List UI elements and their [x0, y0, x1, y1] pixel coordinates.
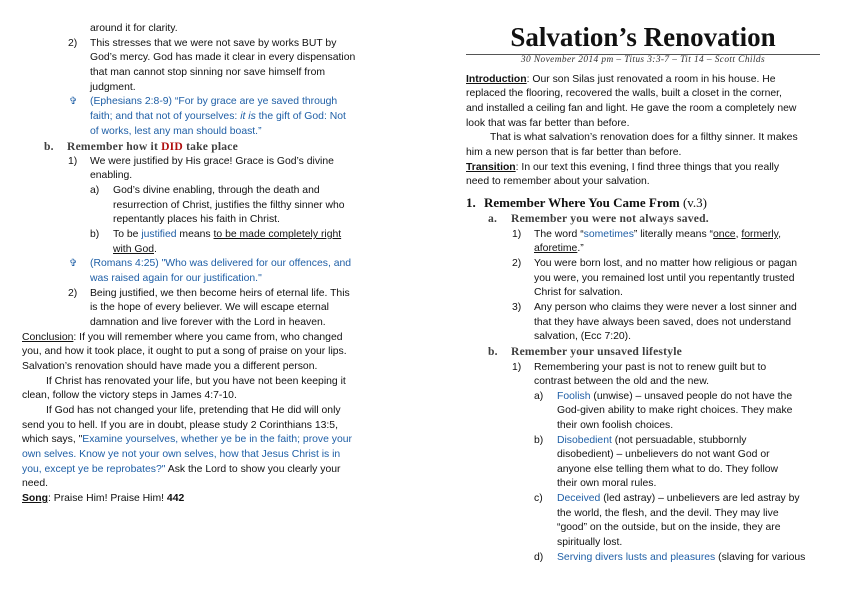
- subheading: Remember you were not always saved.: [511, 212, 709, 225]
- text-line: resurrection of Christ, justifies the filthy sinner who: [113, 200, 345, 211]
- transition-line: Transition: In our text this evening, I find three things that you really: [466, 162, 780, 173]
- scripture-line: was raised again for our justification.": [90, 273, 262, 284]
- list-number: 1): [68, 156, 78, 167]
- list-letter: b): [90, 229, 100, 240]
- list-letter: a): [90, 185, 100, 196]
- scripture-line: own selves. Know ye not your own selves, how that Jesus Christ is in: [22, 449, 341, 460]
- text-line: judgment.: [90, 82, 136, 93]
- text-line: Being justified, we then become heirs of eternal life. This: [90, 288, 350, 299]
- text-line: anyone else telling them what to do. They follow: [557, 464, 779, 475]
- heading-number: 1.: [466, 195, 476, 210]
- text-line: which says, "Examine yourselves, whether ye be in the faith; prove your: [22, 434, 353, 445]
- dateline: 30 November 2014 pm – Titus 3:3-7 – Tit 14 – Scott Childs: [520, 55, 766, 65]
- subheading-label: b.: [44, 140, 54, 153]
- text-line: To be justified means to be made completely right: [113, 229, 342, 240]
- song-line: Song: Praise Him! Praise Him! 442: [22, 493, 185, 504]
- scripture-line: faith; and that not of yourselves: it is the gift of God: Not: [90, 111, 346, 122]
- text-line: The word “sometimes” literally means “once, formerly,: [534, 229, 781, 240]
- list-letter: d): [534, 552, 544, 563]
- heading: Remember Where You Came From (v.3): [484, 195, 708, 210]
- text-line: is the hope of every believer. We will escape eternal: [90, 302, 329, 313]
- text-line: This stresses that we were not save by works BUT by: [90, 38, 337, 49]
- page-title: Salvation’s Renovation: [510, 22, 776, 52]
- text-line: need.: [22, 478, 49, 489]
- subheading-label: a.: [488, 212, 498, 225]
- text-line: enabling.: [90, 170, 133, 181]
- text-line: salvation, (Ecc 7:20).: [534, 331, 632, 342]
- text-line: that man cannot stop sinning nor save himself from: [90, 67, 326, 78]
- scripture-line: (Romans 4:25) "Who was delivered for our offences, and: [90, 258, 352, 269]
- list-number: 2): [512, 258, 522, 269]
- text-line: look that was far better than before.: [466, 118, 630, 129]
- text-line: If Christ has renovated your life, but you have not been keeping it: [46, 376, 346, 387]
- text-line: send you to hell. If you are in doubt, please study 2 Corinthians 13:5,: [22, 420, 338, 431]
- list-number: 1): [512, 229, 522, 240]
- list-letter: a): [534, 391, 544, 402]
- text-line: that they have always been saved, does not understand: [534, 317, 792, 328]
- text-line: God’s divine enabling, through the death and: [113, 185, 320, 196]
- text-line: and installed a ceiling fan and light. He gave the room a completely new: [466, 103, 797, 114]
- text-line: Remembering your past is not to renew guilt but to: [534, 362, 767, 373]
- text-line: you were, you remained lost until you repentantly trusted: [534, 273, 795, 284]
- text-line: Christ for salvation.: [534, 287, 623, 298]
- cross-icon: ✞: [69, 258, 78, 269]
- scripture-line: (Ephesians 2:8-9) “For by grace are ye saved through: [90, 96, 338, 107]
- text-line: their own foolish choices.: [557, 420, 674, 431]
- text-line: with God.: [113, 244, 157, 255]
- text-line: replaced the flooring, recovered the walls, built a closet in the corner,: [466, 88, 782, 99]
- text-line: We were justified by His grace! Grace is God’s divine: [90, 156, 334, 167]
- text-line: God-given ability to make right choices. They make: [557, 405, 793, 416]
- text-line: aforetime.”: [534, 243, 584, 254]
- list-number: 1): [512, 362, 522, 373]
- text-line: you, except ye be reprobates?" Ask the Lord to show you clearly your: [22, 464, 341, 475]
- text-line: Foolish (unwise) – unsaved people do not have the: [557, 391, 793, 402]
- text-line: God’s mercy. God has made it clear in every dispensation: [90, 52, 356, 63]
- text-line: need to remember about your salvation.: [466, 176, 650, 187]
- text-line: him a new person that is far better than before.: [466, 147, 682, 158]
- subheading: Remember how it DID take place: [67, 140, 238, 153]
- introduction-line: Introduction: Our son Silas just renovated a room in his house. He: [466, 74, 776, 85]
- list-number: 2): [68, 38, 78, 49]
- text-line: you, and how it took place, it ought to put a song of praise on your lips.: [22, 346, 347, 357]
- subheading-label: b.: [488, 345, 498, 358]
- subheading: Remember your unsaved lifestyle: [511, 345, 682, 358]
- text-line: repentantly places his faith in Christ.: [113, 214, 280, 225]
- text-line: contrast between the old and the new.: [534, 376, 710, 387]
- text-line: disobedient) – unbelievers do not want God or: [557, 449, 770, 460]
- text-line: That is what salvation’s renovation does for a filthy sinner. It makes: [490, 132, 798, 143]
- list-letter: b): [534, 435, 544, 446]
- text-line: around it for clarity.: [90, 23, 178, 34]
- text-line: clean, follow the victory steps in James 4:7-10.: [22, 390, 237, 401]
- text-line: You were born lost, and no matter how religious or pagan: [534, 258, 798, 269]
- text-line: Salvation’s renovation should have made you a different person.: [22, 361, 318, 372]
- text-line: Serving divers lusts and pleasures (slaving for various: [557, 552, 806, 563]
- text-line: damnation and live forever with the Lord in heaven.: [90, 317, 326, 328]
- conclusion-line: Conclusion: If you will remember where you came from, who changed: [22, 332, 343, 343]
- text-line: Deceived (led astray) – unbelievers are led astray by: [557, 493, 800, 504]
- list-letter: c): [534, 493, 543, 504]
- text-line: “good” on the outside, but on the inside, they are: [557, 522, 781, 533]
- scripture-line: of works, lest any man should boast.”: [90, 126, 262, 137]
- text-line: Any person who claims they were never a lost sinner and: [534, 302, 797, 313]
- text-line: Disobedient (not persuadable, stubbornly: [557, 435, 747, 446]
- text-line: their own moral rules.: [557, 478, 657, 489]
- text-line: If God has not changed your life, pretending that He did will only: [46, 405, 341, 416]
- list-number: 3): [512, 302, 522, 313]
- text-line: the world, the flesh, and the devil. They may live: [557, 508, 779, 519]
- text-line: spiritually lost.: [557, 537, 623, 548]
- list-number: 2): [68, 288, 78, 299]
- cross-icon: ✞: [69, 96, 78, 107]
